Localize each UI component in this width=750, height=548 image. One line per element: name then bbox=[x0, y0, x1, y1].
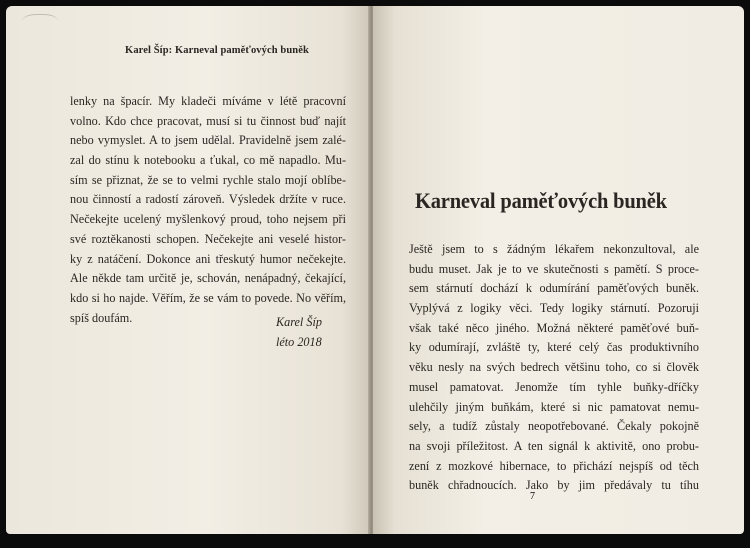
text-line: Ale někde tam určitě je, schován, nenápadný, čekající, bbox=[70, 271, 346, 286]
text-line: však také něco jiného. Možná některé paměťové buň- bbox=[409, 320, 699, 335]
text-line: sím se přiznat, že se to velmi rychle stalo mojí oblíbe- bbox=[70, 172, 346, 187]
book-spread bbox=[6, 6, 744, 542]
signature-name: Karel Šíp bbox=[276, 315, 322, 329]
chapter-title: Karneval paměťových buněk bbox=[415, 188, 667, 213]
text-line: ky z natáčení. Dokonce ani třeskutý humor nečekejte. bbox=[70, 251, 346, 266]
text-line: volno. Kdo chce pracovat, musí si tu činnost buď najít bbox=[70, 113, 346, 128]
text-line: ulehčily jiným buňkám, které si nic pamatovat nemu- bbox=[409, 399, 699, 414]
text-line: spíš doufám. bbox=[70, 310, 133, 325]
signature bbox=[276, 312, 322, 352]
pencil-mark bbox=[22, 14, 58, 31]
signature-date: léto 2018 bbox=[276, 335, 322, 349]
text-line: věku nesly na svých bedrech většinu toho, co si člověk bbox=[409, 360, 699, 375]
text-line: Nečekejte ucelený myšlenkový proud, toho nejsem při bbox=[70, 212, 346, 227]
running-head: Karel Šíp: Karneval paměťových buněk bbox=[125, 45, 309, 56]
text-line: nebo vymyslet. A to jsem udělal. Pravidelně jsem zalé- bbox=[70, 133, 346, 148]
text-line: na svoji příležitost. A ten signál k aktivitě, ono probu- bbox=[409, 438, 699, 453]
page-number: 7 bbox=[530, 491, 535, 502]
text-line: lenky na špacír. My kladeči míváme v létě pracovní bbox=[70, 94, 346, 108]
left-body-text bbox=[70, 92, 346, 328]
text-line: své roztěkanosti schopen. Nečekejte ani veselé histor- bbox=[70, 231, 346, 246]
text-line: ky odumírají, zvláště ty, které celý čas produktivního bbox=[409, 340, 699, 355]
right-page bbox=[373, 6, 744, 534]
text-line: budu muset. Jak je to ve skutečnosti s pamětí. S proce- bbox=[409, 261, 699, 276]
text-line: zení z mozkové hibernace, to přichází nejspíš od těch bbox=[409, 458, 699, 473]
text-line: Vyplývá z logiky věci. Tedy logiky stárnutí. Pozoruji bbox=[409, 301, 699, 316]
right-body-text bbox=[409, 240, 699, 496]
text-line: sem stárnutí dochází k odumírání paměťových buněk. bbox=[409, 281, 699, 296]
text-line: kdo si ho najde. Věřím, že se vám to povede. No věřím, bbox=[70, 290, 346, 305]
text-line: sely, a tudíž zůstaly neopotřebované. Čekaly pokojně bbox=[409, 419, 699, 434]
text-line: buněk chřadnoucích. Jako by jim předávaly tu tíhu bbox=[409, 478, 699, 493]
text-line: zal do stínu k notebooku a ťukal, co mě napadlo. Mu- bbox=[70, 153, 346, 168]
text-line: musel pamatovat. Jenomže tím tyhle buňky-dříčky bbox=[409, 379, 699, 394]
left-page bbox=[6, 6, 370, 534]
text-line: nou činností a radostí zároveň. Výsledek držíte v ruce. bbox=[70, 192, 346, 207]
text-line: Ještě jsem to s žádným lékařem nekonzultoval, ale bbox=[409, 242, 699, 256]
